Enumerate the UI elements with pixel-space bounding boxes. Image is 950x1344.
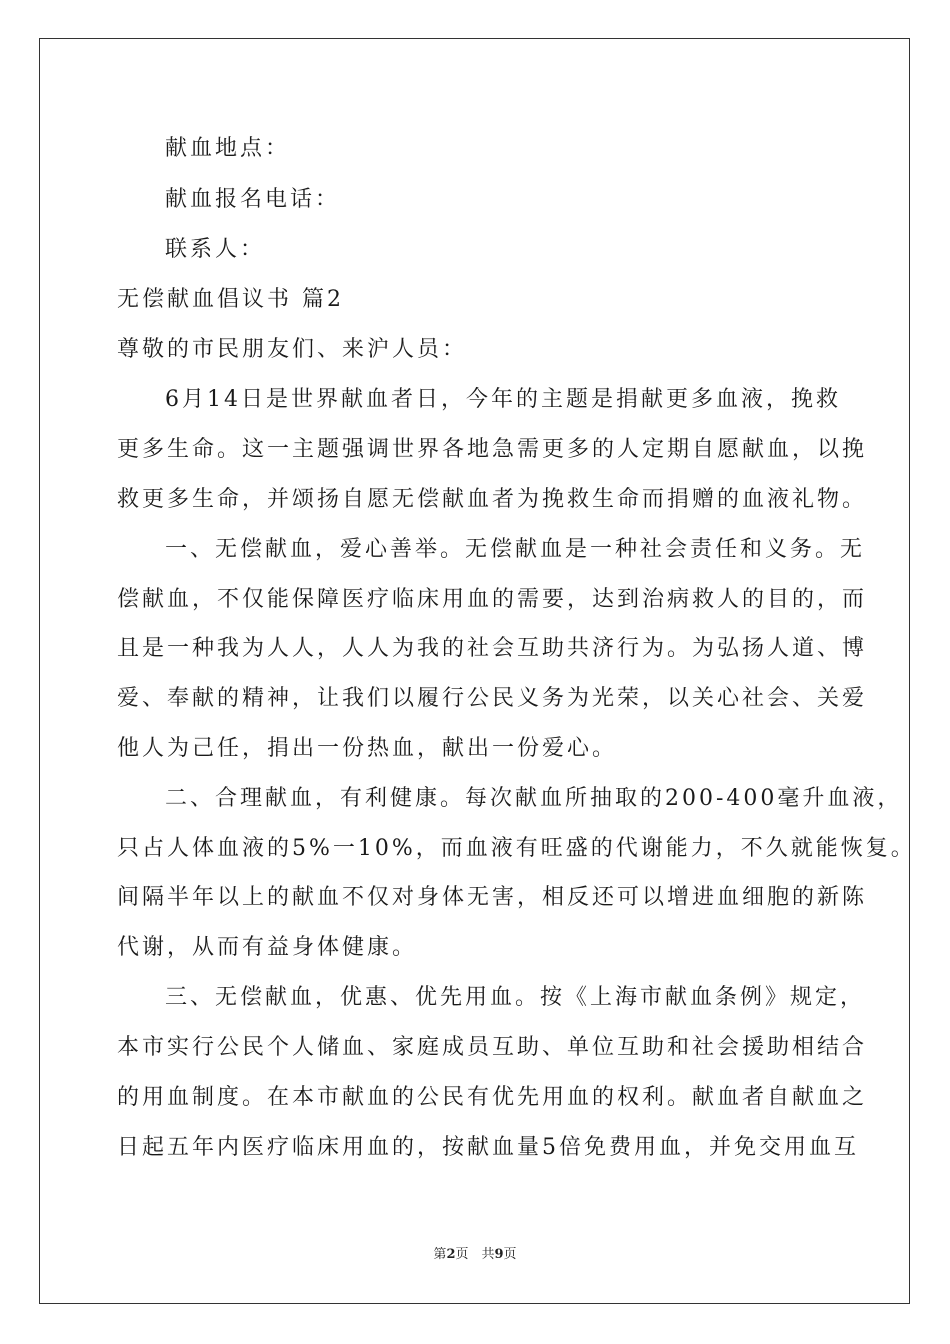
text-line: 献血报名电话： <box>165 187 341 212</box>
text-line: 他人为己任，捐出一份热血，献出一份爱心。 <box>117 736 618 761</box>
text-line: 更多生命。这一主题强调世界各地急需更多的人定期自愿献血，以挽 <box>117 437 868 462</box>
current-page-number: 2 <box>446 1247 456 1262</box>
text-line: 的用血制度。在本市献血的公民有优先用血的权利。献血者自献血之 <box>117 1085 868 1110</box>
text-line: 只占人体血液的5%一10%，而血液有旺盛的代谢能力，不久就能恢复。 <box>117 836 916 861</box>
footer-mid: 页 共 <box>455 1247 495 1262</box>
text-line: 二、合理献血，有利健康。每次献血所抽取的200-400毫升血液， <box>165 786 903 811</box>
text-line: 6月14日是世界献血者日，今年的主题是捐献更多血液，挽救 <box>165 387 841 412</box>
text-line: 本市实行公民个人储血、家庭成员互助、单位互助和社会援助相结合 <box>117 1035 868 1060</box>
text-line: 偿献血，不仅能保障医疗临床用血的需要，达到治病救人的目的，而 <box>117 587 868 612</box>
section-heading: 无偿献血倡议书 篇2 <box>117 287 344 312</box>
text-line: 献血地点： <box>165 136 291 161</box>
text-line: 且是一种我为人人，人人为我的社会互助共济行为。为弘扬人道、博 <box>117 636 868 661</box>
salutation: 尊敬的市民朋友们、来沪人员： <box>117 337 468 362</box>
text-line: 间隔半年以上的献血不仅对身体无害，相反还可以增进血细胞的新陈 <box>117 885 868 910</box>
page-border <box>39 38 910 1304</box>
text-line: 三、无偿献血，优惠、优先用血。按《上海市献血条例》规定， <box>165 985 866 1010</box>
text-line: 一、无偿献血，爱心善举。无偿献血是一种社会责任和义务。无 <box>165 537 866 562</box>
footer-prefix: 第 <box>433 1247 447 1262</box>
text-line: 救更多生命，并颂扬自愿无偿献血者为挽救生命而捐赠的血液礼物。 <box>117 487 868 512</box>
text-line: 代谢，从而有益身体健康。 <box>117 935 418 960</box>
text-line: 爱、奉献的精神，让我们以履行公民义务为光荣，以关心社会、关爱 <box>117 686 868 711</box>
footer-suffix: 页 <box>503 1247 517 1262</box>
text-line: 联系人： <box>165 237 266 262</box>
page-footer <box>0 1246 950 1264</box>
text-line: 日起五年内医疗临床用血的，按献血量5倍免费用血，并免交用血互 <box>117 1135 859 1160</box>
total-page-count: 9 <box>494 1247 504 1262</box>
